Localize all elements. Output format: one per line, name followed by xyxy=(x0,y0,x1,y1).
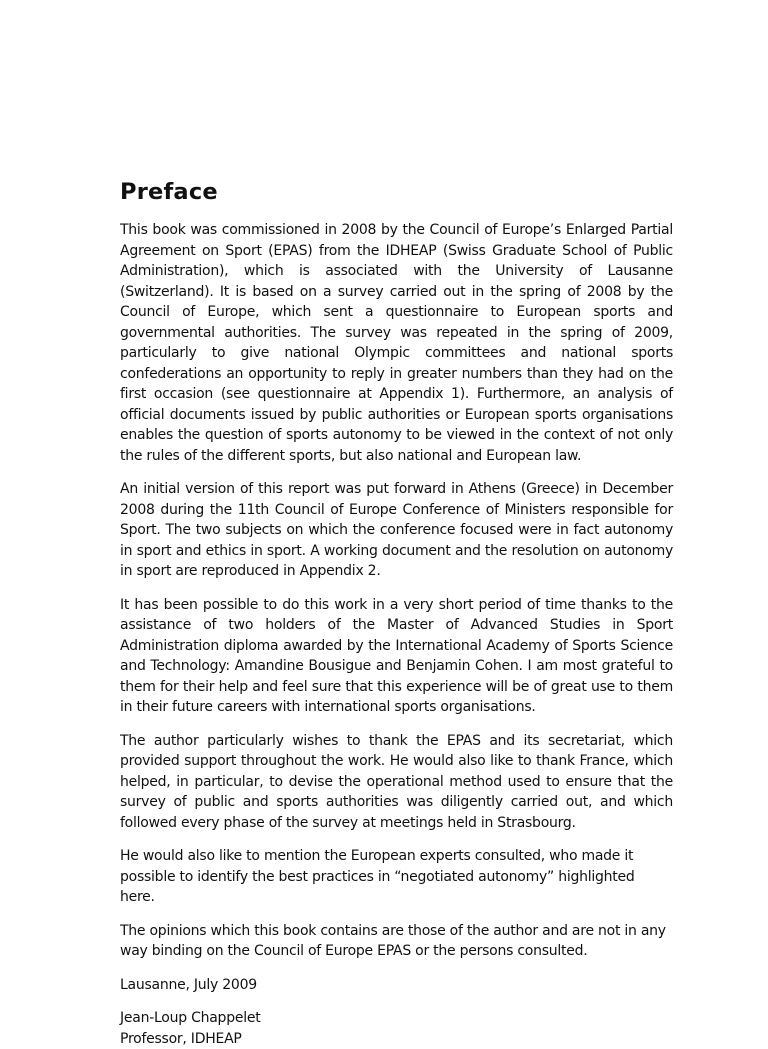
paragraph-initial-version: An initial version of this report was put forward in Athens (Greece) in December 2008 during the 11th Council of Europe Conference of Ministers responsible for Sport. The two subjects on which the conference focused were in fact autonomy in sport and ethics in sport. A working document and the resolution on autonomy in sport are reproduced in Appendix 2. xyxy=(120,479,673,582)
page-title: Preface xyxy=(120,176,673,208)
paragraph-acknowledgement-assistants: It has been possible to do this work in a very short period of time thanks to the assistance of two holders of the Master of Advanced Studies in Sport Administration diploma awarded by the International Academy of Sports Science and Technology: Amandine Bousigue and Benjamin Cohen. I am most grateful to them for their help and feel sure that this experience will be of great use to them in their future careers with international sports organisations. xyxy=(120,595,673,718)
place-date: Lausanne, July 2009 xyxy=(120,975,673,996)
author-name: Jean-Loup Chappelet xyxy=(120,1008,673,1029)
paragraph-acknowledgement-epas: The author particularly wishes to thank the EPAS and its secretariat, which provided support throughout the work. He would also like to thank France, which helped, in particular, to devise the operational method used to ensure that the survey of public and sports authorities was diligently carried out, and which followed every phase of the survey at meetings held in Strasbourg. xyxy=(120,731,673,834)
paragraph-disclaimer: The opinions which this book contains are those of the author and are not in any way binding on the Council of Europe EPAS or the persons consulted. xyxy=(120,921,673,962)
author-role: Professor, IDHEAP xyxy=(120,1029,673,1049)
signature-block xyxy=(120,1008,673,1049)
document-page xyxy=(120,176,673,1049)
paragraph-commission: This book was commissioned in 2008 by the Council of Europe’s Enlarged Partial Agreement on Sport (EPAS) from the IDHEAP (Swiss Graduate School of Public Administration), which is associated with the University of Lausanne (Switzerland). It is based on a survey carried out in the spring of 2008 by the Council of Europe, which sent a questionnaire to European sports and governmental authorities. The survey was repeated in the spring of 2009, particularly to give national Olympic committees and national sports confederations an opportunity to reply in greater numbers than they had on the first occasion (see questionnaire at Appendix 1). Furthermore, an analysis of official documents issued by public authorities or European sports organisations enables the question of sports autonomy to be viewed in the context of not only the rules of the different sports, but also national and European law. xyxy=(120,220,673,466)
paragraph-experts: He would also like to mention the European experts consulted, who made it possible to identify the best practices in “negotiated autonomy” highlighted here. xyxy=(120,846,673,908)
